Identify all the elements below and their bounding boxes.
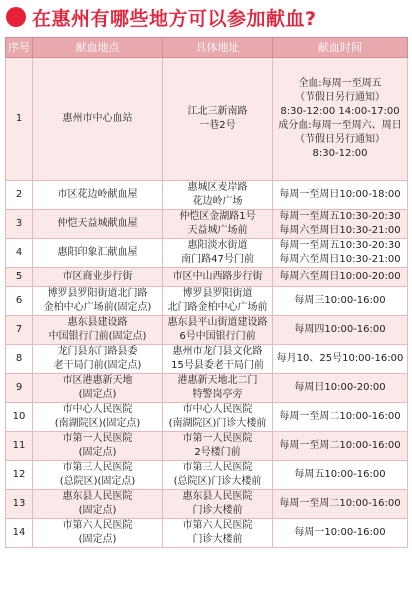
row-number: 5 bbox=[6, 268, 33, 287]
donation-site: 仲恺天益城献血屋 bbox=[33, 210, 163, 239]
donation-site: 龙门县东门路县委 老干局门前(固定点) bbox=[33, 345, 163, 374]
row-number: 10 bbox=[6, 403, 33, 432]
row-number: 13 bbox=[6, 490, 33, 519]
donation-time: 每周一至周二10:00-16:00 bbox=[273, 432, 408, 461]
donation-site: 市第一人民医院 (固定点) bbox=[33, 432, 163, 461]
row-number: 14 bbox=[6, 519, 33, 548]
donation-time: 每周日10:00-20:00 bbox=[273, 374, 408, 403]
donation-site: 市第六人民医院 (固定点) bbox=[33, 519, 163, 548]
site-address: 市第一人民医院 2号楼门前 bbox=[163, 432, 273, 461]
donation-time: 每周四10:00-16:00 bbox=[273, 316, 408, 345]
donation-time: 每周五10:00-16:00 bbox=[273, 461, 408, 490]
donation-time: 每月10、25号10:00-16:00 bbox=[273, 345, 408, 374]
donation-site: 市区港惠新天地 (固定点) bbox=[33, 374, 163, 403]
donation-time: 每周一至周二10:00-16:00 bbox=[273, 490, 408, 519]
donation-time: 每周一至周五10:30-20:30 每周六至周日10:30-21:00 bbox=[273, 210, 408, 239]
page-title: 在惠州有哪些地方可以参加献血? bbox=[32, 7, 317, 30]
table-row bbox=[6, 461, 408, 490]
column-header-address: 具体地址 bbox=[163, 38, 273, 58]
donation-site: 市第三人民医院 (总院区)(固定点) bbox=[33, 461, 163, 490]
donation-site: 惠阳印象汇献血屋 bbox=[33, 239, 163, 268]
donation-site: 惠州市中心血站 bbox=[33, 58, 163, 181]
row-number: 1 bbox=[6, 58, 33, 181]
donation-site: 市区商业步行街 bbox=[33, 268, 163, 287]
donation-site: 惠东县建设路 中国银行门前(固定点) bbox=[33, 316, 163, 345]
site-address: 惠阳淡水街道 南门路47号门前 bbox=[163, 239, 273, 268]
site-address: 仲恺区金湖路1号 天益城广场前 bbox=[163, 210, 273, 239]
donation-time: 每周一至周五10:30-20:30 每周六至周日10:30-21:00 bbox=[273, 239, 408, 268]
column-header-no: 序号 bbox=[6, 38, 33, 58]
donation-time: 每周一至周日10:00-18:00 bbox=[273, 181, 408, 210]
table-row bbox=[6, 239, 408, 268]
donation-time: 全血:每周一至周五 （节假日另行通知） 8:30-12:00 14:00-17:00 成分血:每周一至周六、周日 （节假日另行通知） 8:30-12:00 bbox=[273, 58, 408, 181]
donation-time: 每周一至周二10:00-16:00 bbox=[273, 403, 408, 432]
row-number: 6 bbox=[6, 287, 33, 316]
table-row bbox=[6, 210, 408, 239]
site-address: 江北三新南路 一巷2号 bbox=[163, 58, 273, 181]
table-row bbox=[6, 181, 408, 210]
bullet-dot-icon bbox=[6, 7, 26, 27]
row-number: 12 bbox=[6, 461, 33, 490]
donation-site: 博罗县罗阳街道北门路 金柏中心广场前(固定点) bbox=[33, 287, 163, 316]
donation-site: 市区花边岭献血屋 bbox=[33, 181, 163, 210]
donation-time: 每周六至周日10:00-20:00 bbox=[273, 268, 408, 287]
row-number: 11 bbox=[6, 432, 33, 461]
column-header-time: 献血时间 bbox=[273, 38, 408, 58]
row-number: 2 bbox=[6, 181, 33, 210]
table-body bbox=[6, 58, 408, 548]
table-row bbox=[6, 316, 408, 345]
table-row bbox=[6, 403, 408, 432]
row-number: 7 bbox=[6, 316, 33, 345]
table-row bbox=[6, 287, 408, 316]
site-address: 市第六人民医院 门诊大楼前 bbox=[163, 519, 273, 548]
row-number: 4 bbox=[6, 239, 33, 268]
donation-site: 市中心人民医院 (南湖院区)(固定点) bbox=[33, 403, 163, 432]
row-number: 8 bbox=[6, 345, 33, 374]
site-address: 惠东县人民医院 门诊大楼前 bbox=[163, 490, 273, 519]
table-row bbox=[6, 374, 408, 403]
donation-time: 每周一10:00-16:00 bbox=[273, 519, 408, 548]
site-address: 市区中山西路步行街 bbox=[163, 268, 273, 287]
donation-time: 每周三10:00-16:00 bbox=[273, 287, 408, 316]
site-address: 博罗县罗阳街道 北门路金柏中心广场前 bbox=[163, 287, 273, 316]
site-address: 惠东县平山街道建设路 6号中国银行门前 bbox=[163, 316, 273, 345]
site-address: 惠州市龙门县文化路 15号县委老干局门前 bbox=[163, 345, 273, 374]
table-row bbox=[6, 490, 408, 519]
table-row bbox=[6, 345, 408, 374]
site-address: 惠城区麦岸路 花边岭广场 bbox=[163, 181, 273, 210]
site-address: 市中心人民医院 (南湖院区)门诊大楼前 bbox=[163, 403, 273, 432]
table-row bbox=[6, 432, 408, 461]
site-address: 港惠新天地北二门 特警岗亭旁 bbox=[163, 374, 273, 403]
title-bar bbox=[0, 0, 412, 34]
table-header-row bbox=[6, 38, 408, 58]
row-number: 9 bbox=[6, 374, 33, 403]
blood-donation-table bbox=[5, 37, 408, 548]
site-address: 市第三人民医院 (总院区)门诊大楼前 bbox=[163, 461, 273, 490]
table-row bbox=[6, 519, 408, 548]
table-row bbox=[6, 58, 408, 181]
donation-site: 惠东县人民医院 (固定点) bbox=[33, 490, 163, 519]
column-header-site: 献血地点 bbox=[33, 38, 163, 58]
table-row bbox=[6, 268, 408, 287]
row-number: 3 bbox=[6, 210, 33, 239]
